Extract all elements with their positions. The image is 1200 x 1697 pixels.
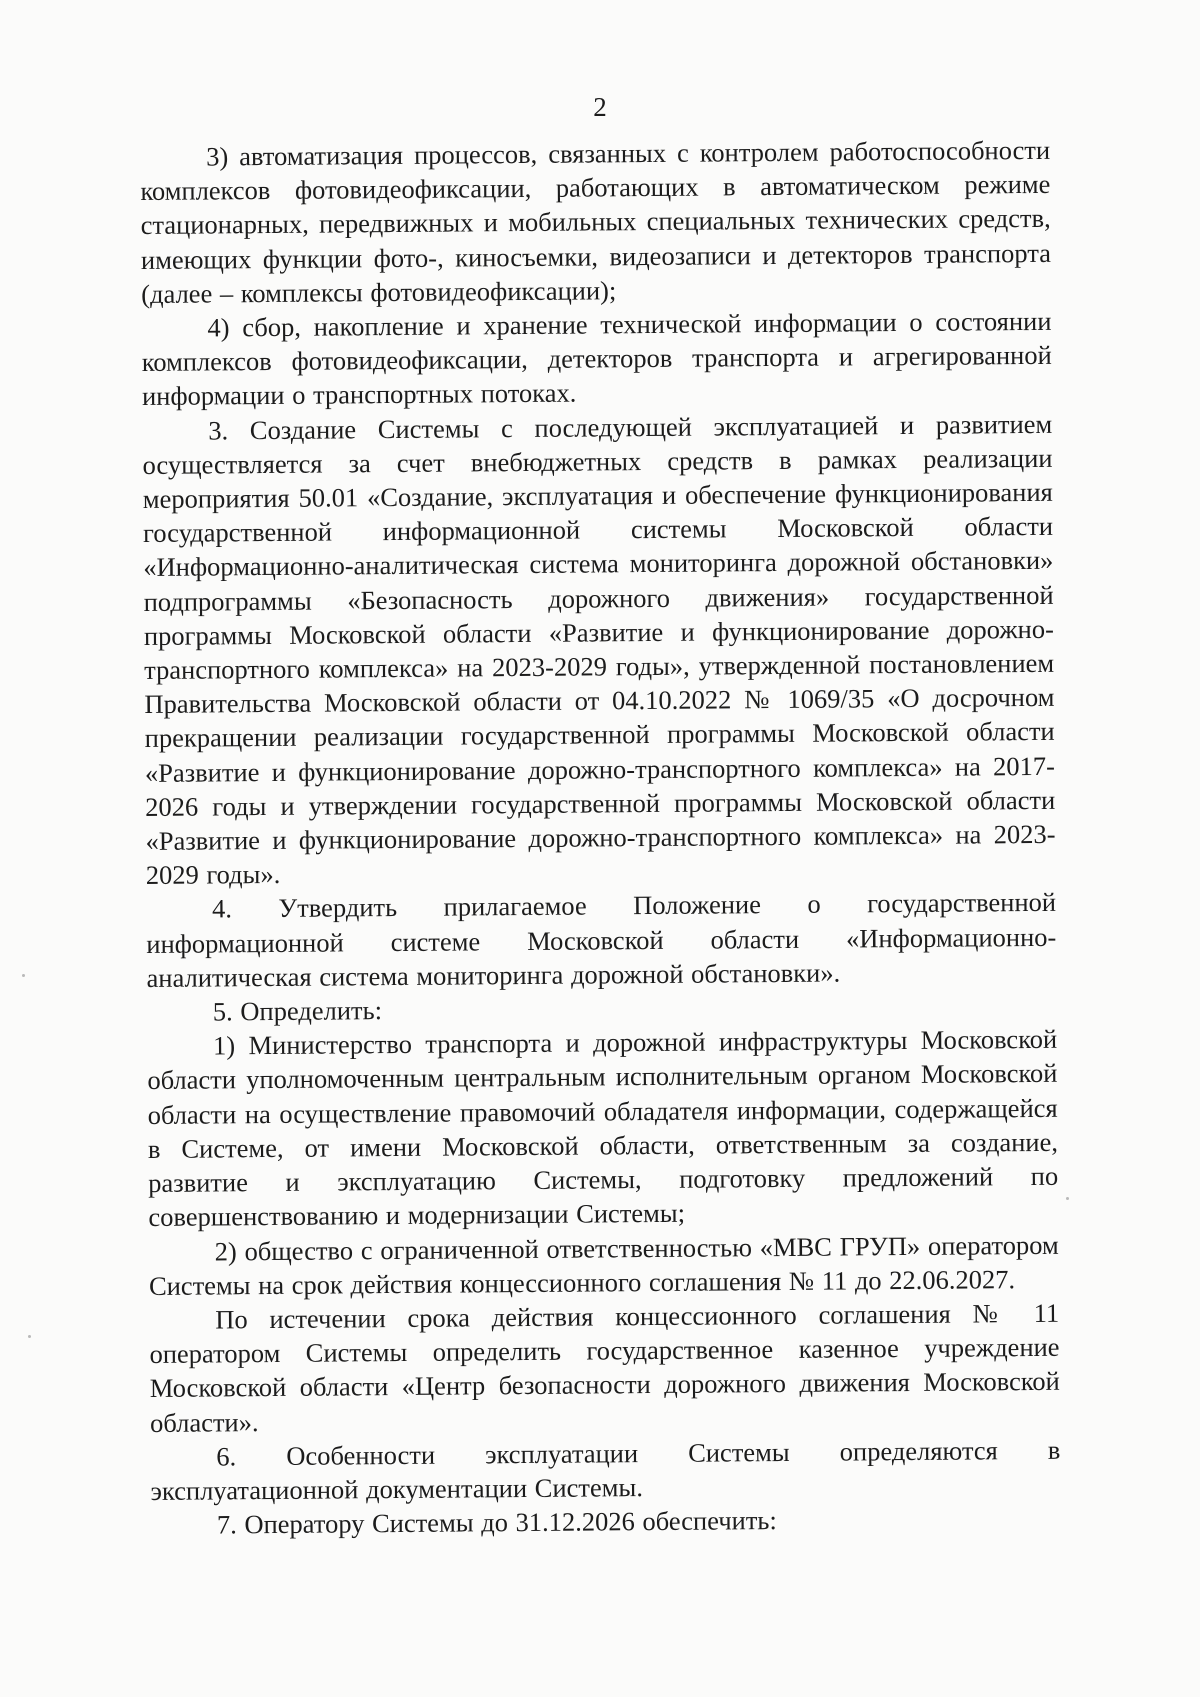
scan-speck — [1066, 1197, 1069, 1200]
paragraph-item-3-automation: 3) автоматизация процессов, связанных с контролем работоспособности комплексов фотовидеофиксации, работающих в автоматическом режиме стационарных, передвижных и мобильных специальных технических средств, имеющих функции фото-, киносъемки, видеозаписи и детекторов транспорта (далее – комплексы фотовидеофиксации); — [140, 134, 1052, 309]
paragraph-item-2-operator: 2) общество с ограниченной ответственностью «МВС ГРУП» оператором Системы на срок действия концессионного соглашения № 11 до 22.06.2027. — [148, 1229, 1059, 1301]
scan-speck — [28, 1335, 31, 1338]
paragraph-section-4-approve-regulation: 4. Утвердить прилагаемое Положение о государственной информационной системе Московской области «Информационно-аналитическая система мониторинга дорожной обстановки». — [146, 887, 1057, 993]
document-body — [140, 133, 1061, 1542]
paragraph-item-1-ministry: 1) Министерство транспорта и дорожной инфраструктуры Московской области уполномоченным центральным исполнительным органом Московской области на осуществление правомочий обладателя информации, содержащейся в Системе, от имени Московской области, ответственным за создание, развитие и эксплуатацию Системы, подготовку предложений по совершенствованию и модернизации Системы; — [147, 1024, 1059, 1233]
paragraph-section-5-heading: 5. Определить: — [212, 995, 383, 1027]
paragraph-section-7-heading: 7. Оператору Системы до 31.12.2026 обеспечить: — [216, 1505, 777, 1540]
page-number: 2 — [593, 92, 607, 122]
scan-speck — [22, 974, 25, 977]
paragraph-operator-after-expiry: По истечении срока действия концессионного соглашения № 11 оператором Системы определить государственное казенное учреждение Московской области «Центр безопасности дорожного движения Московской области». — [149, 1297, 1060, 1438]
paragraph-section-3-funding: 3. Создание Системы с последующей эксплуатацией и развитием осуществляется за счет внебюджетных средств в рамках реализации мероприятия 50.01 «Создание, эксплуатация и обеспечение функционирования государственной информационной системы Московской области «Информационно-аналитическая система мониторинга дорожной обстановки» подпрограммы «Безопасность дорожного движения» государственной программы Московской области «Развитие и функционирование дорожно-транспортного комплекса» на 2023-2029 годы», утвержденной постановлением Правительства Московской области от 04.10.2022 № 1069/35 «О досрочном прекращении реализации государственной программы Московской области «Развитие и функционирование дорожно-транспортного комплекса» на 2017-2026 годы и утверждении государственной программы Московской области «Развитие и функционирование дорожно-транспортного комплекса» на 2023-2029 годы». — [142, 408, 1056, 891]
paragraph-section-6-operation: 6. Особенности эксплуатации Системы определяются в эксплуатационной документации Системы. — [150, 1434, 1061, 1506]
paragraph-item-4-data-collection: 4) сбор, накопление и хранение технической информации о состоянии комплексов фотовидеофиксации, детекторов транспорта и агрегированной информации о транспортных потоках. — [141, 305, 1052, 412]
